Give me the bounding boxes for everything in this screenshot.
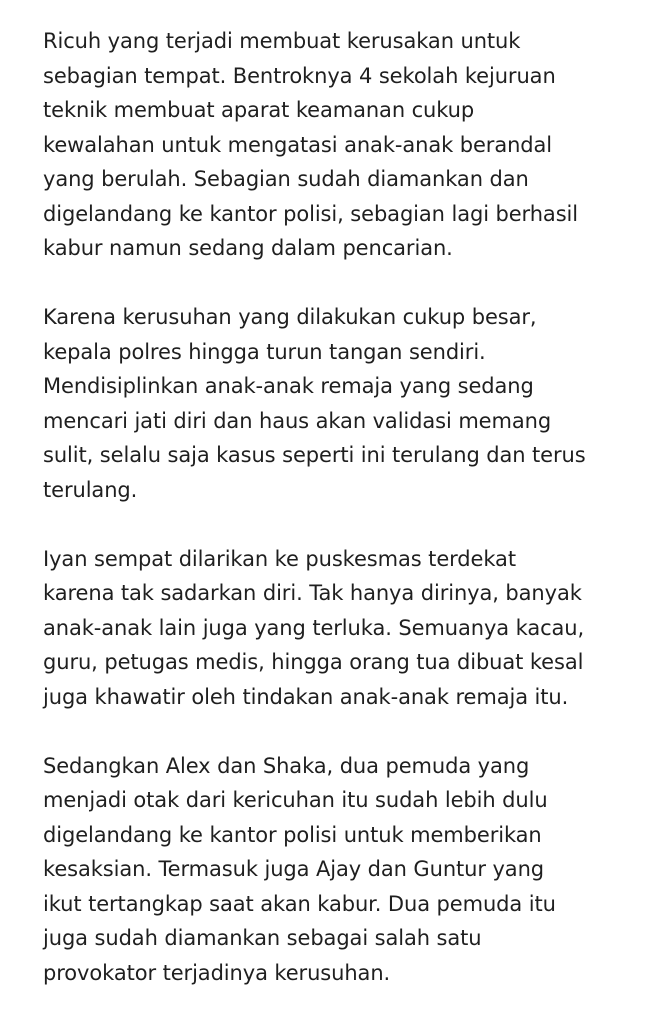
document-body <box>43 24 633 990</box>
paragraph-3 <box>43 542 633 715</box>
text-line: Iyan sempat dilarikan ke puskesmas terdekat <box>43 546 516 571</box>
text-line: ikut tertangkap saat akan kabur. Dua pemuda itu <box>43 891 556 916</box>
text-line: juga khawatir oleh tindakan anak-anak remaja itu. <box>43 684 569 709</box>
text-line: guru, petugas medis, hingga orang tua dibuat kesal <box>43 650 584 674</box>
text-line: sulit, selalu saja kasus seperti ini terulang dan terus <box>43 443 586 467</box>
text-line: sebagian tempat. Bentroknya 4 sekolah kejuruan <box>43 63 556 88</box>
text-line: juga sudah diamankan sebagai salah satu <box>43 926 482 950</box>
text-line: kabur namun sedang dalam pencarian. <box>43 236 453 260</box>
text-line: menjadi otak dari kericuhan itu sudah lebih dulu <box>43 788 548 812</box>
paragraph-2 <box>43 300 633 507</box>
text-line: provokator terjadinya kerusuhan. <box>43 960 391 985</box>
text-line: anak-anak lain juga yang terluka. Semuanya kacau, <box>43 615 585 640</box>
text-line: kewalahan untuk mengatasi anak-anak berandal <box>43 132 553 157</box>
text-line: karena tak sadarkan diri. Tak hanya dirinya, banyak <box>43 581 582 605</box>
paragraph-1 <box>43 24 633 266</box>
text-line: mencari jati diri dan haus akan validasi memang <box>43 408 552 433</box>
text-line: Sedangkan Alex dan Shaka, dua pemuda yang <box>43 753 530 778</box>
text-line: yang berulah. Sebagian sudah diamankan dan <box>43 167 529 191</box>
text-line: teknik membuat aparat keamanan cukup <box>43 98 475 122</box>
text-line: terulang. <box>43 477 138 502</box>
text-line: digelandang ke kantor polisi untuk memberikan <box>43 822 542 847</box>
paragraph-4 <box>43 749 633 991</box>
text-line: digelandang ke kantor polisi, sebagian lagi berhasil <box>43 201 579 226</box>
text-line: Karena kerusuhan yang dilakukan cukup besar, <box>43 305 537 329</box>
text-line: kepala polres hingga turun tangan sendiri. <box>43 339 486 364</box>
text-line: kesaksian. Termasuk juga Ajay dan Guntur yang <box>43 857 545 881</box>
text-line: Ricuh yang terjadi membuat kerusakan untuk <box>43 29 521 53</box>
text-line: Mendisiplinkan anak-anak remaja yang sedang <box>43 374 534 398</box>
